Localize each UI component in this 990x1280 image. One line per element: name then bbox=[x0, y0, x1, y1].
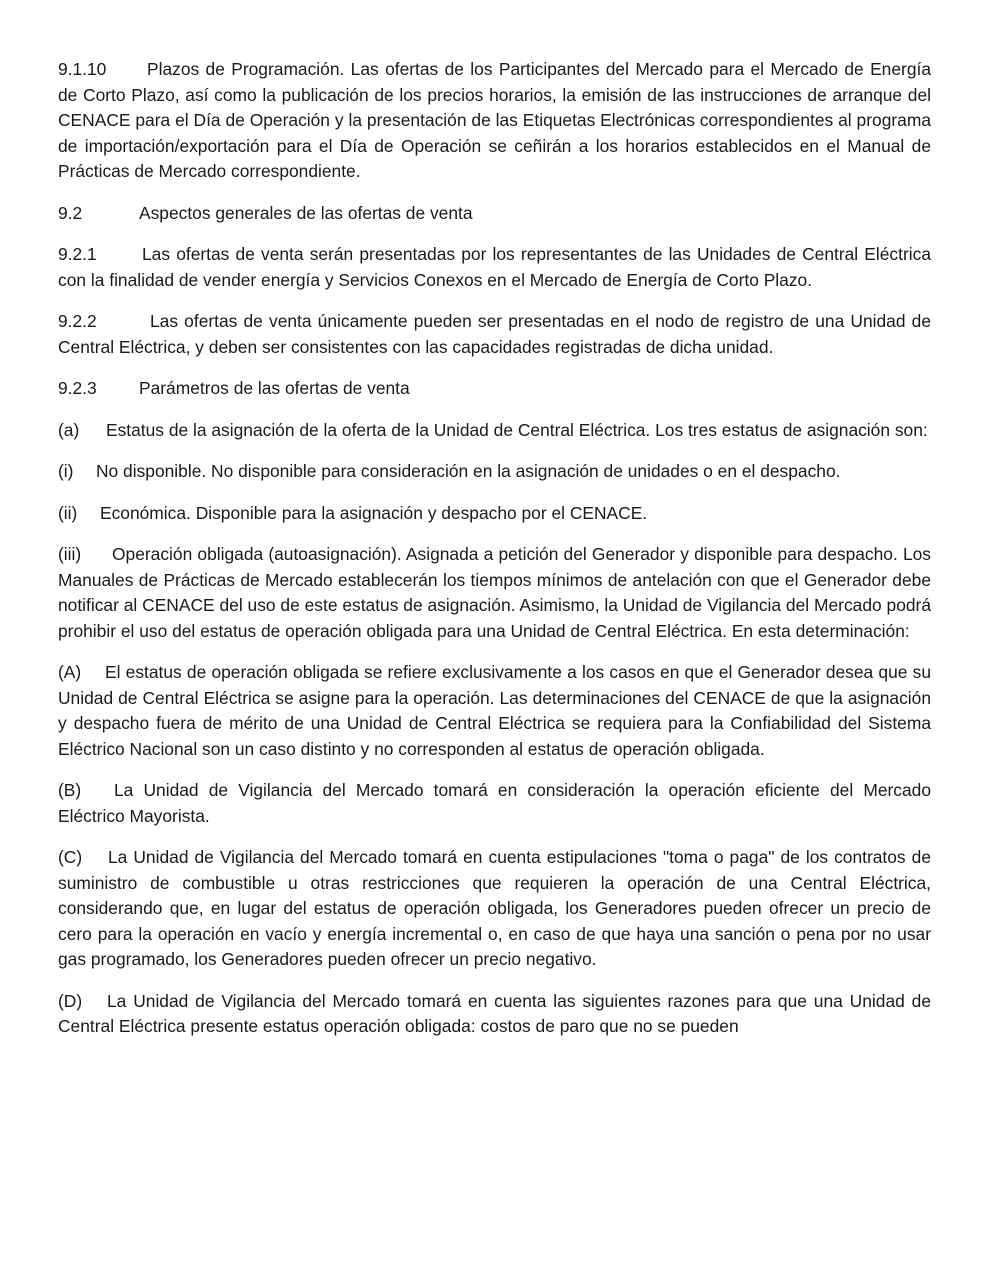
item-iii bbox=[58, 542, 931, 644]
section-number: 9.2.3 bbox=[58, 378, 97, 398]
paragraph-text: Plazos de Programación. Las ofertas de los Participantes del Mercado para el Mercado de Energía de Corto Plazo, así como la publicación de los precios horarios, la emisión de las instrucciones de arranque del CENACE para el Día de Operación y la presentación de las Etiquetas Electrónicas correspondientes al programa de importación/exportación para el Día de Operación se ceñirán a los horarios establecidos en el Manual de Prácticas de Mercado correspondiente. bbox=[58, 59, 931, 181]
item-text: La Unidad de Vigilancia del Mercado tomará en cuenta las siguientes razones para que una Unidad de Central Eléctrica presente estatus operación obligada: costos de paro que no se pueden bbox=[58, 990, 931, 1036]
section-number: 9.2 bbox=[58, 202, 83, 223]
item-a bbox=[58, 418, 931, 444]
item-label: (i) bbox=[58, 461, 74, 481]
item-text: Operación obligada (autoasignación). Asignada a petición del Generador y disponible para despacho. Los Manuales de Prácticas de Mercado establecerán los tiempos mínimos de antelación con que el Generador debe notificar al CENACE del uso de este estatus de asignación. Asimismo, la Unidad de Vigilancia del Mercado podrá prohibir el uso del estatus de operación obligada para una Unidad de Central Eléctrica. En esta determinación: bbox=[58, 544, 931, 641]
item-label: (D) bbox=[58, 990, 83, 1011]
item-label: (iii) bbox=[58, 544, 82, 564]
paragraph-9-2-2 bbox=[58, 309, 931, 360]
item-label: (A) bbox=[58, 662, 82, 682]
paragraph-9-2-1 bbox=[58, 242, 931, 293]
paragraph-text: Las ofertas de venta serán presentadas por los representantes de las Unidades de Central Eléctrica con la finalidad de vender energía y Servicios Conexos en el Mercado de Energía de Corto Plazo. bbox=[58, 244, 931, 290]
item-text: La Unidad de Vigilancia del Mercado tomará en cuenta estipulaciones "toma o paga" de los contratos de suministro de combustible u otras restricciones que requieren la operación de una Central Eléctrica, considerando que, en lugar del estatus de operación obligada, los Generadores pueden ofrecer un precio de cero para la operación en vacío y energía incremental o, en caso de que haya una sanción o pena por no usar gas programado, los Generadores pueden ofrecer un precio negativo. bbox=[58, 847, 931, 969]
section-title: Parámetros de las ofertas de venta bbox=[139, 378, 410, 398]
item-B bbox=[58, 778, 931, 829]
item-text: Estatus de la asignación de la oferta de la Unidad de Central Eléctrica. Los tres estatus de asignación son: bbox=[106, 419, 928, 440]
item-label: (ii) bbox=[58, 502, 78, 523]
section-title: Aspectos generales de las ofertas de venta bbox=[139, 202, 473, 223]
section-heading-9-2 bbox=[58, 201, 931, 227]
paragraph-9-1-10 bbox=[58, 57, 931, 185]
paragraph-text: Las ofertas de venta únicamente pueden ser presentadas en el nodo de registro de una Unidad de Central Eléctrica, y deben ser consistentes con las capacidades registradas de dicha unidad. bbox=[58, 311, 931, 357]
item-label: (C) bbox=[58, 847, 83, 867]
item-D bbox=[58, 989, 931, 1040]
item-label: (a) bbox=[58, 419, 80, 440]
document-page bbox=[58, 57, 931, 1056]
item-label: (B) bbox=[58, 780, 82, 800]
item-text: No disponible. No disponible para consideración en la asignación de unidades o en el despacho. bbox=[96, 461, 841, 481]
item-text: La Unidad de Vigilancia del Mercado tomará en consideración la operación eficiente del Mercado Eléctrico Mayorista. bbox=[58, 780, 931, 826]
item-i bbox=[58, 459, 931, 485]
item-ii bbox=[58, 501, 931, 527]
paragraph-number: 9.1.10 bbox=[58, 59, 107, 79]
section-heading-9-2-3 bbox=[58, 376, 931, 402]
paragraph-number: 9.2.1 bbox=[58, 244, 97, 264]
paragraph-number: 9.2.2 bbox=[58, 311, 97, 331]
item-C bbox=[58, 845, 931, 973]
item-text: Económica. Disponible para la asignación y despacho por el CENACE. bbox=[100, 502, 648, 523]
item-text: El estatus de operación obligada se refiere exclusivamente a los casos en que el Generador desea que su Unidad de Central Eléctrica se asigne para la operación. Las determinaciones del CENACE de que la asignación y despacho fuera de mérito de una Unidad de Central Eléctrica se requiera para la Confiabilidad del Sistema Eléctrico Nacional son un caso distinto y no corresponden al estatus de operación obligada. bbox=[58, 662, 931, 759]
item-A bbox=[58, 660, 931, 762]
